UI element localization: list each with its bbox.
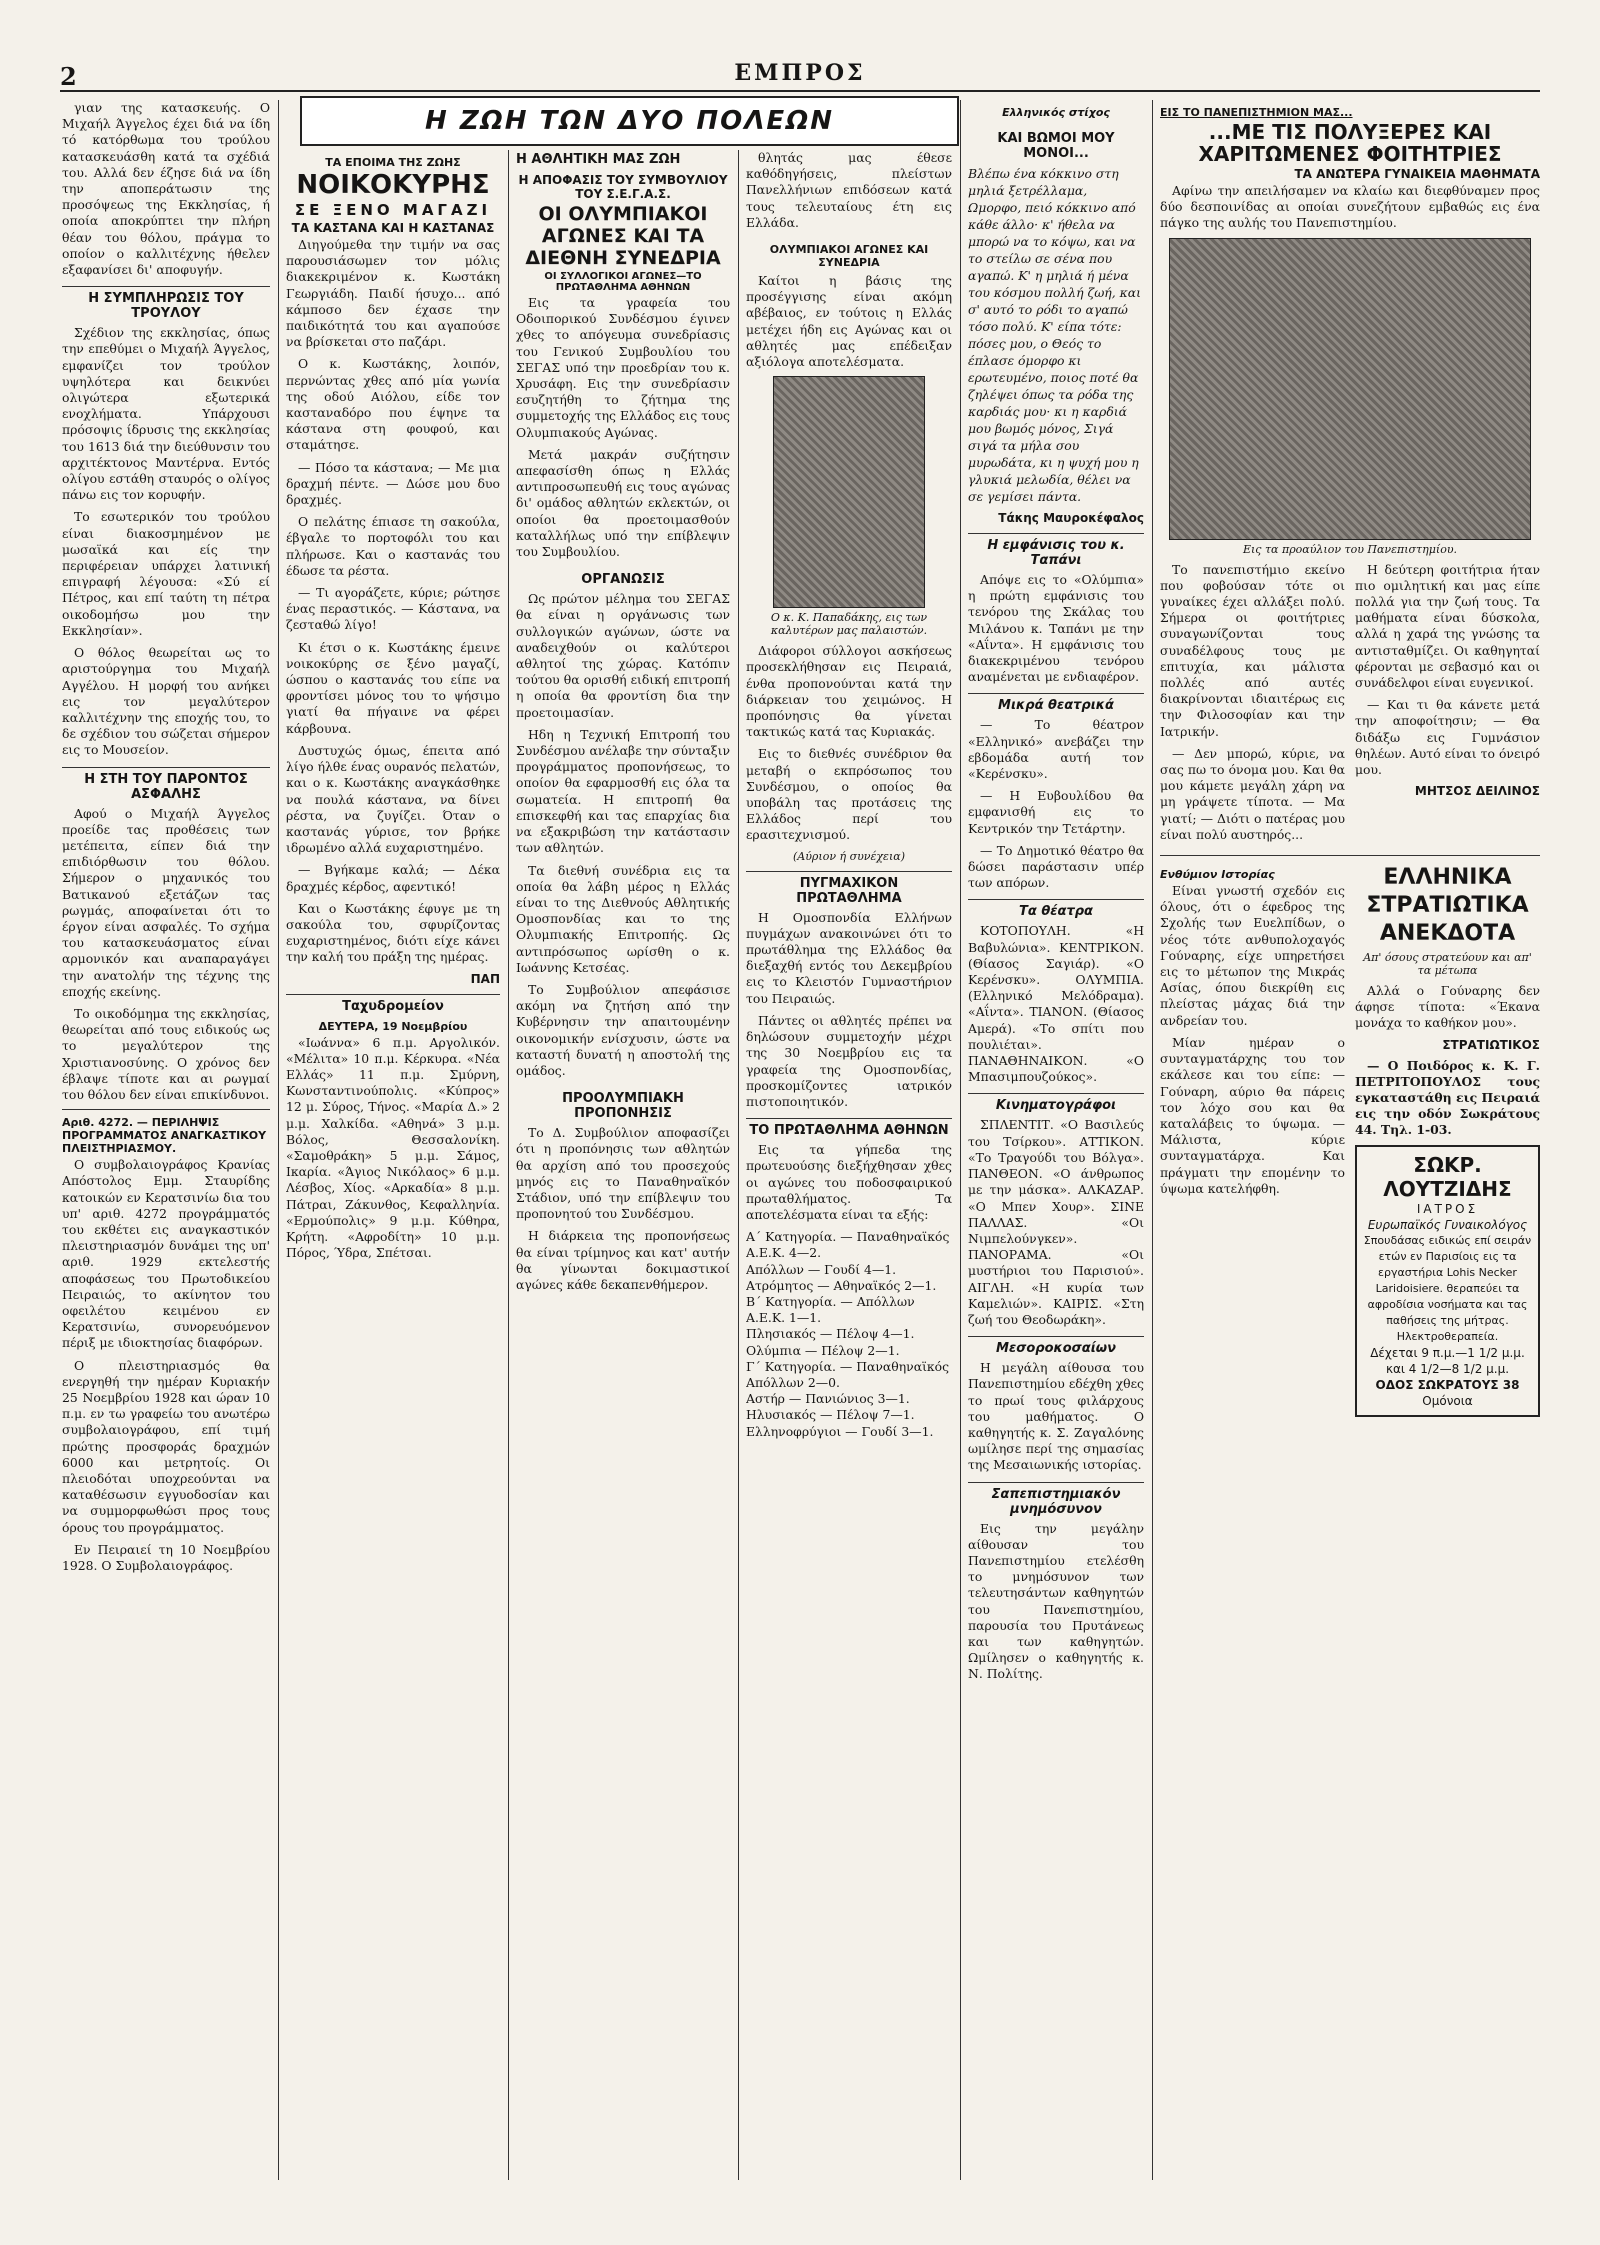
article-band: ΤΑ ΑΝΩΤΕΡΑ ΓΥΝΑΙΚΕΙΑ ΜΑΘΗΜΑΤΑ bbox=[1294, 167, 1540, 181]
article-signature: ΠΑΠ bbox=[470, 971, 500, 986]
small-heading: Ενθύμιον Ιστορίας bbox=[1160, 868, 1275, 882]
article-headline: ΕΛΛΗΝΙΚΑ ΣΤΡΑΤΙΩΤΙΚΑ ΑΝΕΚΔΟΤΑ bbox=[1366, 865, 1529, 947]
article-text: Αλλά ο Γούναρης δεν άφησε τίποτα: «Έκανα μονάχα το καθήκον μου». bbox=[1355, 983, 1540, 1031]
page-number: 2 bbox=[60, 62, 77, 91]
article-text: Πάντες οι αθλητές πρέπει να δηλώσουν συμμετοχήν μέχρι της 30 Νοεμβρίου εις τα γραφεία της Ομοσπονδίας, προσκομίζοντες ιατρικόν πιστοποιητικόν. bbox=[746, 1012, 952, 1109]
banner-title: Η ΖΩΗ ΤΩΝ ΔΥΟ ΠΟΛΕΩΝ bbox=[425, 106, 834, 136]
result-line: Ηλυσιακός — Πέλοψ 7—1. bbox=[746, 1407, 915, 1423]
article-text: — Και τι θα κάνετε μετά την αποφοίτησιν; — Θα διδάξω εις Γυμνάσιον θηλέων. Αυτό είναι το όνειρό μου. bbox=[1355, 697, 1540, 778]
photo-caption: Εις τα προαύλιον του Πανεπιστημίου. bbox=[1242, 542, 1458, 556]
section-heading: Σαπεπιστημιακόν μνημόσυνον bbox=[968, 1482, 1144, 1517]
article-text: θλητάς μας έθεσε καθόδηγήσεις, πλείστων Πανελλήνιων επιδόσεων κατά τους τελευταίους έτη εις Ελλάδα. bbox=[746, 150, 952, 230]
continuation-note: (Αύριον ή συνέχεια) bbox=[793, 849, 905, 863]
article-text: Ο κ. Κωστάκης, λοιπόν, περνώντας χθες από μία γωνία της οδού Αιόλου, είδε τον κασταναδόρο που έψηνε τα κάστανα στη φουφού, και σταμάτησε. bbox=[286, 356, 500, 453]
article-text: Και ο Κωστάκης έφυγε με τη σακούλα του, σφυρίζοντας ευχαριστημένος, διότι είχε κάνει την καλή του πράξη της ημέρας. bbox=[286, 900, 500, 965]
section-heading: Μικρά θεατρικά bbox=[968, 693, 1144, 713]
article-headline: ΟΙ ΟΛΥΜΠΙΑΚΟΙ ΑΓΩΝΕΣ ΚΑΙ ΤΑ ΔΙΕΘΝΗ ΣΥΝΕΔΡΙΑ bbox=[525, 203, 721, 269]
section-heading: Η ΣΥΜΠΛΗΡΩΣΙΣ ΤΟΥ ΤΡΟΥΛΟΥ bbox=[62, 286, 270, 321]
article-text: — Τι αγοράζετε, κύριε; ρώτησε ένας περαστικός. — Κάστανα, να ζεσταθώ λίγο! bbox=[286, 585, 500, 633]
article-text: — Η Ευβουλίδου θα εμφανισθή εις το Κεντρικόν την Τετάρτην. bbox=[968, 788, 1144, 836]
column-rule bbox=[738, 150, 739, 2180]
poem-text: Βλέπω ένα κόκκινο στη μηλιά ξετρέλλαμα, Ωμορφο, πειό κόκκινο από κάθε άλλο· κ' ήθελα να μπορώ να το κόψω, και να το στείλω σε σένα που αγαπώ. Κ' η μηλιά ή μένα του κόσμου πολλή ζωή, και σ' αυτό το ρόδι το αγαπώ τόσο πολύ. Κ' είπα τότε: πόσες μου, ο Θεός το έπλασε όμορφο κι ερωτευμένο, ποιος ποτέ θα ζηλέψει όπως τα ρόδα της καρδιάς μου· κι η καρδιά μου βωμός μόνος, Σιγά σιγά τα μήλα σου μυρωδάτα, κι η ψυχή μου η γλυκιά μελωδία, θέλει να σε γεμίσει πάντα. bbox=[968, 166, 1141, 504]
column-rule bbox=[1152, 100, 1153, 2180]
result-line: Γ΄ Κατηγορία. — Παναθηναϊκός bbox=[746, 1358, 950, 1374]
ad-title: ΙΑΤΡΟΣ bbox=[1416, 1201, 1479, 1216]
article-text: Το οικοδόμημα της εκκλησίας, θεωρείται από τους ειδικούς ως το μεγαλύτερον της Χριστιανοσύνης. Ο χρόνος δεν έβλαψε τίποτε και αι ρωγμαί του θόλου δεν είναι επικίνδυνοι. bbox=[62, 1005, 270, 1102]
article-text: Διάφοροι σύλλογοι ασκήσεως προσεκλήθησαν εις Πειραιά, ένθα προπονούνται κατά την διάρκειαν του χειμώνος. Η προπόνησις θα γίνεται τακτικώς κατά τας Κυριακάς. bbox=[746, 643, 952, 740]
article-text: Η Ομοσπονδία Ελλήνων πυγμάχων ανακοινώνει ότι το πρωτάθλημα της Ελλάδος θα διεξαχθή εντός του Δεκεμβρίου εις το Κλειστόν Γυμναστήριον του Πειραιώς. bbox=[746, 909, 952, 1006]
legal-notice-text: Εν Πειραιεί τη 10 Νοεμβρίου 1928. Ο Συμβολαιογράφος. bbox=[62, 1541, 270, 1574]
sub-heading: ΟΛΥΜΠΙΑΚΟΙ ΑΓΩΝΕΣ ΚΑΙ ΣΥΝΕΔΡΙΑ bbox=[769, 243, 929, 270]
two-cities-banner bbox=[300, 96, 959, 146]
sub-heading: ΤΟ ΠΡΩΤΑΘΛΗΜΑ ΑΘΗΝΩΝ bbox=[746, 1118, 952, 1138]
column-1 bbox=[62, 100, 270, 2190]
result-line: Απόλλων — Γουδί 4—1. bbox=[746, 1261, 897, 1277]
article-text: Ο θόλος θεωρείται ως το αριστούργημα του Μιχαήλ Αγγέλου. Η μορφή του ανήκει εις τον μεγαλύτερον καλλιτέχνην της εποχής του, το δε σχέδιον του σώζεται σήμερον εις το Μουσείον. bbox=[62, 645, 270, 758]
poem-title: ΚΑΙ ΒΩΜΟΙ ΜΟΥ ΜΟΝΟΙ... bbox=[997, 131, 1115, 161]
masthead bbox=[60, 60, 1540, 92]
result-line: Ολύμπια — Πέλοψ 2—1. bbox=[746, 1342, 900, 1358]
result-line: Πλησιακός — Πέλοψ 4—1. bbox=[746, 1326, 915, 1342]
sub-heading: ΟΡΓΑΝΩΣΙΣ bbox=[581, 572, 665, 588]
article-text: Εις το διεθνές συνέδριον θα μεταβή ο εκπρόσωπος του Συνδέσμου, ο οποίος θα υποβάλη τας προτάσεις της Ελλάδος περί του ερασιτεχνισμού. bbox=[746, 746, 952, 843]
result-line: Α.Ε.Κ. 1—1. bbox=[746, 1310, 822, 1326]
column-3 bbox=[516, 150, 730, 2190]
section-heading: Μεσοροκοσαίων bbox=[968, 1336, 1144, 1356]
result-line: Αστήρ — Πανιώνιος 3—1. bbox=[746, 1391, 910, 1407]
result-line: Απόλλων 2—0. bbox=[746, 1374, 840, 1390]
ad-location: Ομόνοια bbox=[1422, 1393, 1473, 1408]
article-subheadline: ΣΕ ΞΕΝΟ ΜΑΓΑΖΙ bbox=[294, 201, 492, 219]
column-rule bbox=[960, 100, 961, 2180]
article-text: — Το θέατρον «Ελληνικό» ανεβάζει την εβδομάδα αυτή τον «Κερένσκυ». bbox=[968, 717, 1144, 782]
article-text: Εις τα γήπεδα της πρωτευούσης διεξήχθησαν χθες οι αγώνες του ποδοσφαιρικού πρωταθλήματος. Τα αποτελέσματα είναι τα εξής: bbox=[746, 1142, 952, 1222]
article-text: Δυστυχώς όμως, έπειτα από λίγο ήλθε ένας ουρανός πελατών, και ο κ. Κωστάκης αναγκάσθηκε να πουλά κάστανα, να δίνει ρέστα, να ζυγίζει. Όταν ο καστανάς γύρισε, τον βρήκε ιδρωμένο αλλά ευχαριστημένο. bbox=[286, 742, 500, 856]
article-band: ΟΙ ΣΥΛΛΟΓΙΚΟΙ ΑΓΩΝΕΣ—ΤΟ ΠΡΩΤΑΘΛΗΜΑ ΑΘΗΝΩΝ bbox=[544, 271, 702, 293]
ad-hours: Δέχεται 9 π.μ.—1 1/2 μ.μ. και 4 1/2—8 1/2 μ.μ. bbox=[1370, 1345, 1525, 1376]
article-text: Η διάρκεια της προπονήσεως θα είναι τρίμηνος και κατ' αυτήν θα γίνωνται δοκιμαστικοί αγώνες κάθε δεκαπενθήμερον. bbox=[516, 1228, 730, 1292]
article-text: — Το Δημοτικό θέατρο θα δώσει παράστασιν υπέρ των απόρων. bbox=[968, 842, 1144, 891]
divider bbox=[62, 1109, 270, 1110]
article-text: Το πανεπιστήμιο εκείνο που φοβούσαν τότε οι γυναίκες έχει αλλάξει πολύ. Σήμερα οι φοιτήτριες συναγωνίζονται τους συναδέλφους τους με επιτυχία, και μάλιστα πολλές από αυτές διακρίνονται ιδιαιτέρως εις την Φιλοσοφίαν και την Ιατρικήν. bbox=[1160, 561, 1345, 739]
paper-name: ΕΜΠΡΟΣ bbox=[734, 60, 866, 86]
column-rule bbox=[508, 150, 509, 2180]
article-text: Το Συμβούλιον απεφάσισε ακόμη να ζητήση από την Κυβέρνησιν την απαιτουμένην οικονομικήν ενίσχυσιν, ώστε να καταστή δυνατή η αποστολή της ομάδος. bbox=[516, 981, 730, 1078]
section-heading: Η ΣΤΗ ΤΟΥ ΠΑΡΟΝΤΟΣ ΑΣΦΑΛΗΣ bbox=[62, 767, 270, 802]
ad-specialty: Ευρωπαϊκός Γυναικολόγος bbox=[1367, 1217, 1528, 1232]
two-column-text bbox=[1160, 562, 1540, 849]
doctor-ad bbox=[1355, 1145, 1540, 1417]
result-line: Ατρόμητος — Αθηναϊκός 2—1. bbox=[746, 1277, 937, 1293]
section-heading: Η εμφάνισις του κ. Ταπάνι bbox=[968, 533, 1144, 568]
poem-author: Τάκης Μαυροκέφαλος bbox=[998, 511, 1144, 525]
legal-notice-text: Ο πλειστηριασμός θα ενεργηθή την ημέραν Κυριακήν 25 Νοεμβρίου 1928 και ώραν 10 π.μ. εν τω γραφείω του ανωτέρω συμβολαιογράφου, επί τιμή πρώτης προσφοράς δραχμών 6000 και μετρητοίς. Οι πλειοδόται υποχρεούνται να καταθέσωσιν εγγυοδοσίαν και να συμμορφωθώσι προς τους όρους του προγράμματος. bbox=[62, 1357, 270, 1535]
article-text: Αφού ο Μιχαήλ Άγγελος προείδε τας προθέσεις των μετέπειτα, είπεν διά την επιδιόρθωσιν του θόλου. Σήμερον ο μηχανικός του Βατικανού εξετάζων τας ρωγμάς, αποφαίνεται ότι το έργον είναι ασφαλές. Το σχήμα του κατασκευάσματος είναι αρμονικόν και αναπαραγάγει την ανατολήν της τέχνης της εποχής εκείνης. bbox=[62, 805, 270, 999]
column-rule bbox=[278, 100, 279, 2180]
article-text: Εις τα γραφεία του Οδοιπορικού Συνδέσμου έγινεν χθες το απόγευμα συνεδρίασις του Γενικού Συμβουλίου του ΣΕΓΑΣ υπό την προεδρίαν του κ. Χρυσάφη. Εις την συνεδρίασιν εσυζητήθη το ζήτημα της συμμετοχής της Ελλάδος εις τους Ολυμπιακούς Αγώνας. bbox=[516, 295, 730, 440]
shipping-list: «Ιωάννα» 6 π.μ. Αργολικόν. «Μέλιτα» 10 π.μ. Κέρκυρα. «Νέα Ελλάς» 11 π.μ. Σμύρνη, Κωνσταντινούπολις. «Κύπρος» 12 μ. Σύρος, Τήνος. «Μαρία Δ.» 2 μ.μ. Χαλκίδα. «Αθηνά» 3 μ.μ. Βόλος, Θεσσαλονίκη. «Σαμοθράκη» 5 μ.μ. Σάμος, Ικαρία. «Άγιος Νικόλαος» 6 μ.μ. Λέσβος, Χίος. «Αρκαδία» 8 μ.μ. Πάτραι, Ζάκυνθος, Κεφαλληνία. «Ερμούπολις» 9 μ.μ. Κύθηρα, Κρήτη. «Αφροδίτη» 10 μ.μ. Πόρος, Ύδρα, Σπέτσαι. bbox=[286, 1034, 500, 1261]
section-heading: Ταχυδρομείον bbox=[286, 994, 500, 1014]
article-text: Μετά μακράν συζήτησιν απεφασίσθη όπως η Ελλάς αντιπροσωπευθή εις τους αγώνας δι' ομάδος αθλητών εκλεκτών, οι οποίοι θα προετοιμασθούν καταλλήλως υπό την επίβλεψιν του Συμβουλίου. bbox=[516, 446, 730, 560]
article-text: — Πόσο τα κάστανα; — Με μια δραχμή πέντε. — Δώσε μου δυο δραχμές. bbox=[286, 459, 500, 508]
result-line: Α.Ε.Κ. 4—2. bbox=[746, 1245, 822, 1261]
article-signature: ΜΗΤΣΟΣ ΔΕΙΛΙΝΟΣ bbox=[1414, 784, 1540, 799]
text-right bbox=[1355, 562, 1540, 849]
sub-heading: ΠΥΓΜΑΧΙΚΟΝ ΠΡΩΤΑΘΛΗΜΑ bbox=[746, 871, 952, 906]
notice-text: — Ο Ποιδόρος κ. Κ. Γ. ΠΕΤΡΙΤΟΠΟΥΛΟΣ τους εγκαταστάθη εις Πειραιά εις την οδόν Σωκράτους 44. Τηλ. 1-03. bbox=[1355, 1057, 1540, 1138]
lower-section bbox=[1160, 862, 1540, 1417]
theater-listings: ΚΟΤΟΠΟΥΛΗ. «Η Βαβυλώνια». ΚΕΝΤΡΙΚΟΝ. (Θίασος Σαγιάρ). «Ο Κερένσκυ». ΟΛΥΜΠΙΑ. (Ελληνικό Μελόδραμα). «Αΐντα». ΤΙΑΝΟΝ. (Θίασος Αμερά). «Το σπίτι που πουλιέται». ΠΑΝΑΘΗΝΑΙΚΟΝ. «Ο Μπασιμπουζούκος». bbox=[968, 923, 1144, 1085]
article-kicker: Η ΑΠΟΦΑΣΙΣ ΤΟΥ ΣΥΜΒΟΥΛΙΟΥ ΤΟΥ Σ.Ε.Γ.Α.Σ. bbox=[518, 173, 728, 201]
section-heading: Τα θέατρα bbox=[968, 899, 1144, 919]
legal-notice-text: Ο συμβολαιογράφος Κρανίας Απόστολος Εμμ. Σταυρίδης κατοικών εν Κερατσινίω δια του υπ' αριθ. 4272 προγράμματός του εκθέτει εις αναγκαστικόν πλειστηριασμόν δυνάμει της υπ' αριθ. 1929 εκτελεστής αποφάσεως του Πρωτοδικείου Πειραιώς, το ακίνητον του οφειλέτου κειμένου εν Κερατσινίω, συνορευόμενον πέριξ με ιδιοκτησίας διαφόρων. bbox=[62, 1157, 270, 1351]
result-line: Α΄ Κατηγορία. — Παναθηναϊκός bbox=[746, 1229, 950, 1245]
students-photo bbox=[1169, 238, 1531, 540]
article-text: Μίαν ημέραν ο συνταγματάρχης του τον εκάλεσε και του είπε: — Γούναρη, αύριο θα πάρεις τον λόχο σου και θα καταλάβεις το ύψωμα. — Μάλιστα, κύριε συνταγματάρχα. Και πράγματι την επομένην το ύψωμα κατελήφθη. bbox=[1160, 1034, 1345, 1196]
cinema-listings: ΣΠΛΕΝΤΙΤ. «Ο Βασιλεύς του Τσίρκου». ΑΤΤΙΚΟΝ. «Το Τραγούδι του Βόλγα». ΠΑΝΘΕΟΝ. «Ο άνθρωπος με την μάσκα». ΑΛΚΑΖΑΡ. «Ο Μπεν Χουρ». ΣΙΝΕ ΠΑΛΛΑΣ. «Οι Νιμπελούνγκεν». ΠΑΝΟΡΑΜΑ. «Οι μυστήριοι του Παρισιού». ΑΙΓΛΗ. «Η κυρία των Καμελιών». ΚΑΙΡΙΣ. «Στη ζωή του Θεοδωράκη». bbox=[968, 1117, 1144, 1327]
sub-heading: ΠΡΟΟΛΥΜΠΙΑΚΗ ΠΡΟΠΟΝΗΣΙΣ bbox=[562, 1091, 684, 1122]
legal-notice-heading: Αριθ. 4272. — ΠΕΡΙΛΗΨΙΣ ΠΡΟΓΡΑΜΜΑΤΟΣ ΑΝΑΓΚΑΣΤΙΚΟΥ ΠΛΕΙΣΤΗΡΙΑΣΜΟΥ. bbox=[62, 1116, 267, 1156]
column-2 bbox=[286, 150, 500, 2190]
result-line: Ελληνοφρύγιοι — Γουδί 3—1. bbox=[746, 1423, 934, 1439]
article-text: Ο πελάτης έπιασε τη σακούλα, έβγαλε το πορτοφόλι του και πλήρωσε. Και ο καστανάς του έδωσε τα ρέστα. bbox=[286, 514, 500, 578]
article-subheadline: Απ' όσους στρατεύουν και απ' τα μέτωπα bbox=[1363, 951, 1532, 978]
article-text: Απόψε εις το «Ολύμπια» η πρώτη εμφάνισις του τενόρου της Σκάλας του Μιλάνου κ. Ταπάνι με την «Αΐντα». Η εμφάνισις του διακεκριμένου τενόρου αναμένεται με ενδιαφέρον. bbox=[968, 572, 1144, 685]
article-text: Η μεγάλη αίθουσα του Πανεπιστημίου εδέχθη χθες το πρωί τους φιλάρχους του μαθήματος. Ο καθηγητής κ. Σ. Ζαγαλόνης ωμίλησε περί της σημασίας της Μεσαιωνικής ιστορίας. bbox=[968, 1360, 1144, 1473]
article-text: Διηγούμεθα την τιμήν να σας παρουσιάσωμεν τον μόλις διακεκριμένον κ. Κωστάκη Γεωργιάδη. Παιδί ήσυχο... από κάμποσο δεν έχασε την παιδικότητά του και αγαπούσε να βρίσκεται στο παζάρι. bbox=[286, 237, 500, 350]
article-text: Αφίνω την απειλήσαμεν να κλαίω και διεφθύναμεν προς δύο δεσποινίδας αι οποίαι συνεζήτουν εμβαθώς εις ένα πάγκο της αυλής του Πανεπιστημίου. bbox=[1160, 183, 1540, 231]
photo-caption: Ο κ. Κ. Παπαδάκης, εις των καλυτέρων μας παλαιστών. bbox=[770, 611, 928, 638]
poem-kicker: Ελληνικός στίχος bbox=[1002, 106, 1110, 119]
divider bbox=[1160, 855, 1540, 856]
column-5 bbox=[968, 100, 1144, 2190]
article-text: Ως πρώτον μέλημα του ΣΕΓΑΣ θα είναι η οργάνωσις των συλλογικών αγώνων, ώστε να αναδειχθούν οι καλύτεροι αθλητοί της χώρας. Κατόπιν τούτου θα ορισθή ειδική επιτροπή η οποία θα φροντίση δια την προετοιμασίαν. bbox=[516, 591, 730, 720]
result-line: Β΄ Κατηγορία. — Απόλλων bbox=[746, 1293, 915, 1309]
ad-address: ΟΔΟΣ ΣΩΚΡΑΤΟΥΣ 38 bbox=[1375, 1377, 1520, 1392]
article-headline: ...ΜΕ ΤΙΣ ΠΟΛΥΞΕΡΕΣ ΚΑΙ ΧΑΡΙΤΩΜΕΝΕΣ ΦΟΙΤΗΤΡΙΕΣ bbox=[1198, 120, 1502, 166]
section-heading: Κινηματογράφοι bbox=[968, 1093, 1144, 1113]
article-text: Είναι γνωστή σχεδόν εις όλους, ότι ο έφεδρος της Σχολής των Ευελπίδων, ο νέος τότε ανθυπολοχαγός Γούναρης, είχε υπηρετήσει εις το μέτωπον της Μικράς Ασίας, όπου διεκρίθη εις πλείστας μάχας διά την ανδρείαν του. bbox=[1160, 883, 1345, 1028]
diary-date: ΔΕΥΤΕΡΑ, 19 Νοεμβρίου bbox=[318, 1019, 468, 1033]
article-band: ΤΑ ΚΑΣΤΑΝΑ ΚΑΙ Η ΚΑΣΤΑΝΑΣ bbox=[291, 221, 495, 235]
article-text: Τα διεθνή συνέδρια εις τα οποία θα λάβη μέρος η Ελλάς είναι το της Διεθνούς Αθλητικής Ομοσπονδίας και το της Ολυμπιακής Επιτροπής. Ως αντιπρόσωπος ωρίσθη ο κ. Ιωάννης Κετσέας. bbox=[516, 862, 730, 975]
article-kicker: ΤΑ ΕΠΟΙΜΑ ΤΗΣ ΖΩΗΣ bbox=[325, 156, 461, 169]
text-left-lower bbox=[1160, 862, 1345, 1417]
column-6 bbox=[1160, 100, 1540, 2190]
article-text: Κι έτσι ο κ. Κωστάκης έμεινε νοικοκύρης σε ξένο μαγαζί, ώσπου ο καστανάς του είπε να φροντίσει μόνος του το ψήσιμο γιατί θα πήγαινε να φέρει κάρβουνα. bbox=[286, 639, 500, 736]
text-left bbox=[1160, 562, 1345, 849]
article-text: Το Δ. Συμβούλιον αποφασίζει ότι η προπόνησις των αθλητών θα αρχίση από του προσεχούς μηνός εις το Παναθηναϊκόν Στάδιον, υπό την επίβλεψιν του προπονητού του Συνδέσμου. bbox=[516, 1125, 730, 1222]
section-label: Η ΑΘΛΗΤΙΚΗ ΜΑΣ ΖΩΗ bbox=[516, 152, 681, 167]
article-text: — Βγήκαμε καλά; — Δέκα δραχμές κέρδος, αφεντικό! bbox=[286, 862, 500, 894]
article-text: Καίτοι η βάσις της προσέγγισης είναι ακόμη αβέβαιος, εν τούτοις η Ελλάς μετέχει ήδη εις Αγώνας και οι αθλητές μας επέδειξαν αξιόλογα αποτελέσματα. bbox=[746, 273, 952, 370]
column-4 bbox=[746, 150, 952, 2190]
article-text: Σχέδιον της εκκλησίας, όπως την επεθύμει ο Μιχαήλ Άγγελος, εμφανίζει τον τρούλον υψηλότερα και δεικνύει ολιγώτερα εξωτερικά ενοχλήματα. Υπάρχουσι πρόσοψις ίδρυσις της εκκλησίας του 1613 διά την διεύθυνσιν του αρχιτέκτονος Μαντέρνα. Εντός ολίγου εστάθη σταυρός ο ολίγος πάνω εις τον κορυφήν. bbox=[62, 325, 270, 503]
article-text: Ηδη η Τεχνική Επιτροπή του Συνδέσμου ανέλαβε την σύνταξιν προγράμματος προπονήσεως, το οποίον θα εφαρμοσθή εις όλα τα σωματεία. Η επιτροπή θα επισκεφθή και τας επαρχίας δια να εξακριβώση την κατάστασιν των αθλητών. bbox=[516, 726, 730, 856]
article-text: Το εσωτερικόν του τρούλου είναι διακοσμημένον με μωσαϊκά και είς την περιφέρειαν υπάρχει λατινική επιγραφή λέγουσα: «Σύ εί Πέτρος, και επί ταύτη τη πέτρα οικοδομήσω μου την Εκκλησίαν». bbox=[62, 509, 270, 638]
article-headline: ΝΟΙΚΟΚΥΡΗΣ bbox=[296, 170, 490, 200]
wrestler-photo bbox=[773, 376, 925, 608]
results-list bbox=[746, 1229, 952, 1440]
article-text: Εις την μεγάλην αίθουσαν του Πανεπιστημίου ετελέσθη το μνημόσυνον των τελευτησάντων καθηγητών του Πανεπιστημίου, παρουσία του Πρυτάνεως και των καθηγητών. Ωμίλησεν ο καθηγητής κ. Ν. Πολίτης. bbox=[968, 1520, 1144, 1682]
article-text: γιαν της κατασκευής. Ο Μιχαήλ Άγγελος έχει διά να ίδη τό κατόρθωμα του τρούλου κατασκευάσθη κατά τα σχέδιά του. Αλλά δεν έζησε διά να ίδη την αποπεράτωσιν της προσόψεως της Εκκλησίας, ή οποία αποκρύπτει την πλήρη θέαν του θόλου, πράγμα το οποίον ο καλλιτέχνης ήθελεν εξαφανίσει δι' αποφυγήν. bbox=[62, 100, 270, 278]
ad-description: Σπουδάσας ειδικώς επί σειράν ετών εν Παρισίοις εις τα εργαστήρια Lohis Necker Laridoisiere. θεραπεύει τα αφροδίσια νοσήματα και τας παθήσεις της μήτρας. Ηλεκτροθεραπεία. bbox=[1363, 1233, 1532, 1343]
text-right-lower bbox=[1355, 862, 1540, 1417]
article-text: Η δεύτερη φοιτήτρια ήταν πιο ομιλητική και μας είπε πολλά για την ζωή τους. Τα μαθήματα είναι δύσκολα, αλλά η χαρά της γνώσης τα αντισταθμίζει. Οι καθηγηταί φέρονται με σεβασμό και οι συνάδελφοι είναι ευγενικοί. bbox=[1355, 561, 1540, 691]
ad-doctor-name: ΣΩΚΡ. ΛΟΥΤΖΙΔΗΣ bbox=[1383, 1152, 1512, 1201]
article-kicker: ΕΙΣ ΤΟ ΠΑΝΕΠΙΣΤΗΜΙΟΝ ΜΑΣ... bbox=[1160, 106, 1353, 119]
article-text: — Δεν μπορώ, κύριε, να σας πω το όνομα μου. Και θα μου κάμετε μεγάλη χάρη να μη γράψετε τίποτα. — Μα γιατί; — Διότι ο πατέρας μου είναι πολύ αυστηρός... bbox=[1160, 745, 1345, 842]
article-signature: ΣΤΡΑΤΙΩΤΙΚΟΣ bbox=[1442, 1037, 1540, 1052]
